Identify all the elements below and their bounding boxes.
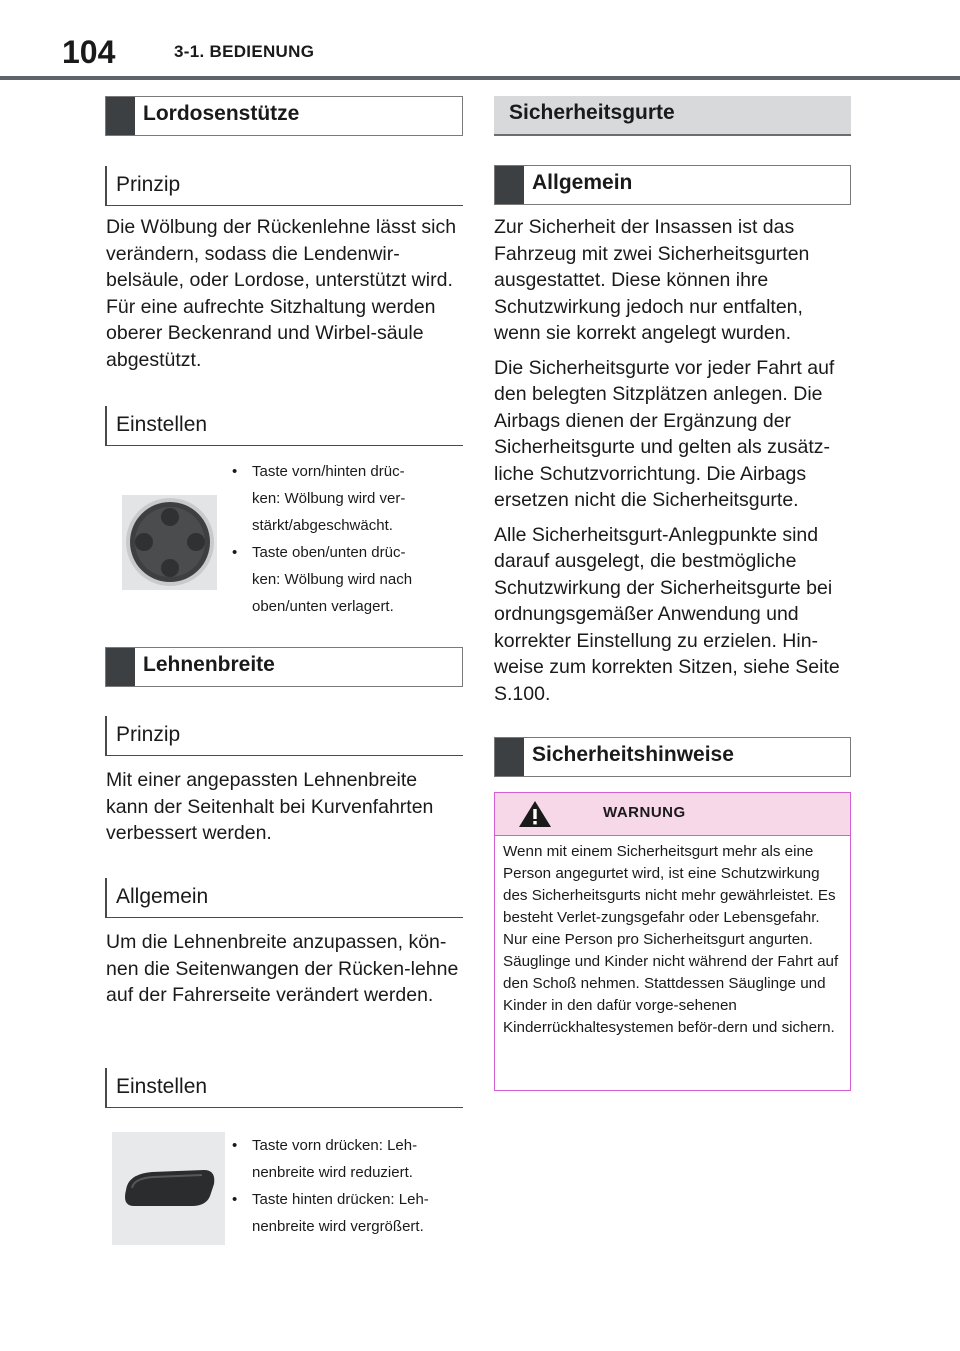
warning-header	[495, 793, 850, 836]
lehnenbreite-bullets	[229, 1132, 469, 1240]
list-item: • Taste vorn drücken: Leh- nenbreite wird reduziert.	[229, 1132, 469, 1186]
heading-bar	[495, 166, 524, 204]
lordose-principle-text	[106, 214, 464, 373]
section-heading-text: Lehnenbreite	[143, 653, 275, 676]
subheading-rule	[105, 205, 463, 206]
heading-bar	[106, 648, 135, 686]
bullet-line: Taste hinten drücken: Leh-	[252, 1191, 429, 1208]
subheading-rule	[105, 755, 463, 756]
paragraph: Alle Sicherheitsgurt-Anlegpunkte sind darauf ausgelegt, die bestmögliche Schutzwirkung der Sicherheitsgurte bei ordnungsgemäßer Anwendung und korrekter Einstellung zu erzielen. Hin-weise zum korrekten Sitzen, siehe Seite S.100.	[494, 523, 840, 705]
section-heading-sicherheitshinweise	[494, 737, 851, 777]
heading-bar	[106, 97, 135, 135]
lehnenbreite-general-text	[106, 929, 464, 1009]
subheading-line	[105, 166, 107, 206]
seatbelt-paragraphs	[494, 214, 850, 707]
subheading-text: Allgemein	[116, 885, 209, 908]
subheading-text: Einstellen	[116, 413, 208, 436]
subheading-line	[105, 1068, 107, 1108]
page-number: 104	[62, 34, 116, 70]
bullet-line: Taste vorn drücken: Leh-	[252, 1137, 418, 1154]
subheading-rule	[105, 445, 463, 446]
list-item: • Taste oben/unten drüc- ken: Wölbung wird nach oben/unten verlagert.	[229, 539, 459, 620]
section-heading-lehnenbreite	[105, 647, 463, 687]
section-heading-text: Sicherheitsgurte	[509, 101, 675, 124]
section-heading-text: Lordosenstütze	[143, 102, 300, 125]
chapter-title: 3-1. BEDIENUNG	[174, 42, 315, 61]
bullet-line: oben/unten verlagert.	[252, 598, 394, 615]
subheading-line	[105, 406, 107, 446]
paragraph: Die Wölbung der Rückenlehne lässt sich verändern, sodass die Lendenwir-belsäule, oder Lordose, unterstützt wird. Für eine aufrechte Sitzhaltung werden oberer Beckenrand und Wirbel-säule abgestützt.	[106, 216, 457, 371]
header-rule	[0, 76, 960, 80]
list-item: • Taste hinten drücken: Leh- nenbreite wird vergrößert.	[229, 1186, 469, 1240]
warning-box	[494, 792, 851, 1091]
subheading-text: Prinzip	[116, 723, 181, 746]
subheading-rule	[105, 917, 463, 918]
bullet-line: Taste oben/unten drüc-	[252, 544, 406, 561]
subheading-line	[105, 878, 107, 918]
warning-label: WARNUNG	[603, 804, 686, 821]
section-heading-text: Allgemein	[532, 171, 633, 194]
section-heading-sicherheitsgurte	[494, 96, 851, 136]
bullet-line: nenbreite wird reduziert.	[252, 1164, 413, 1181]
bullet-line: ken: Wölbung wird ver-	[252, 490, 406, 507]
subheading-principle-2	[105, 716, 463, 756]
bullet-line: Taste vorn/hinten drüc-	[252, 463, 405, 480]
paragraph: Um die Lehnenbreite anzupassen, kön-nen die Seitenwangen der Rücken-lehne auf der Fahrerseite verändert werden.	[106, 931, 459, 1006]
subheading-principle	[105, 166, 463, 206]
section-heading-lordose	[105, 96, 463, 136]
paragraph: Zur Sicherheit der Insassen ist das Fahrzeug mit zwei Sicherheitsgurten ausgestattet. Diese können ihre Schutzwirkung jedoch nur entfalten, wenn sie korrekt angelegt wurden.	[494, 216, 810, 344]
subheading-adjust-2	[105, 1068, 463, 1108]
lordose-bullets	[229, 458, 459, 620]
bullet-line: stärkt/abgeschwächt.	[252, 517, 393, 534]
paragraph: Die Sicherheitsgurte vor jeder Fahrt auf den belegten Sitzplätzen anlegen. Die Airbags dienen der Ergänzung der Sicherheitsgurte und gelten als zusätz-liche Schutzvorrichtung. Die Airbags ersetzen nicht die Sicherheitsgurte.	[494, 356, 835, 511]
bullet-line: ken: Wölbung wird nach	[252, 571, 413, 588]
section-heading-allgemein	[494, 165, 851, 205]
page-header	[0, 0, 960, 80]
lumbar-button-image	[122, 495, 217, 590]
heading-bar	[495, 738, 524, 776]
list-item: • Taste vorn/hinten drüc- ken: Wölbung wird ver- stärkt/abgeschwächt.	[229, 458, 459, 539]
subheading-text: Einstellen	[116, 1075, 208, 1098]
subheading-adjust	[105, 406, 463, 446]
lehnenbreite-principle-text	[106, 767, 464, 847]
subheading-general	[105, 878, 463, 918]
warning-text: Wenn mit einem Sicherheitsgurt mehr als eine Person angegurtet wird, ist eine Schutzwirkung des Sicherheitsgurts nicht mehr gewährleistet. Es besteht Verlet-zungsgefahr oder Lebensgefahr. Nur eine Person pro Sicherheitsgurt angurten. Säuglinge und Kinder nicht während der Fahrt auf den Schoß nehmen. Stattdessen Säuglinge und Kinder in den dafür vorge-sehenen Kinderrückhaltesystemen beför-dern und sichern.	[503, 843, 839, 1036]
bullet-line: nenbreite wird vergrößert.	[252, 1218, 424, 1235]
width-button-image	[112, 1132, 225, 1245]
paragraph: Mit einer angepassten Lehnenbreite kann der Seitenhalt bei Kurvenfahrten verbessert werden.	[106, 769, 434, 844]
subheading-rule	[105, 1107, 463, 1108]
section-heading-text: Sicherheitshinweise	[532, 743, 734, 766]
warning-triangle-icon	[517, 799, 553, 829]
subheading-text: Prinzip	[116, 173, 181, 196]
subheading-line	[105, 716, 107, 756]
